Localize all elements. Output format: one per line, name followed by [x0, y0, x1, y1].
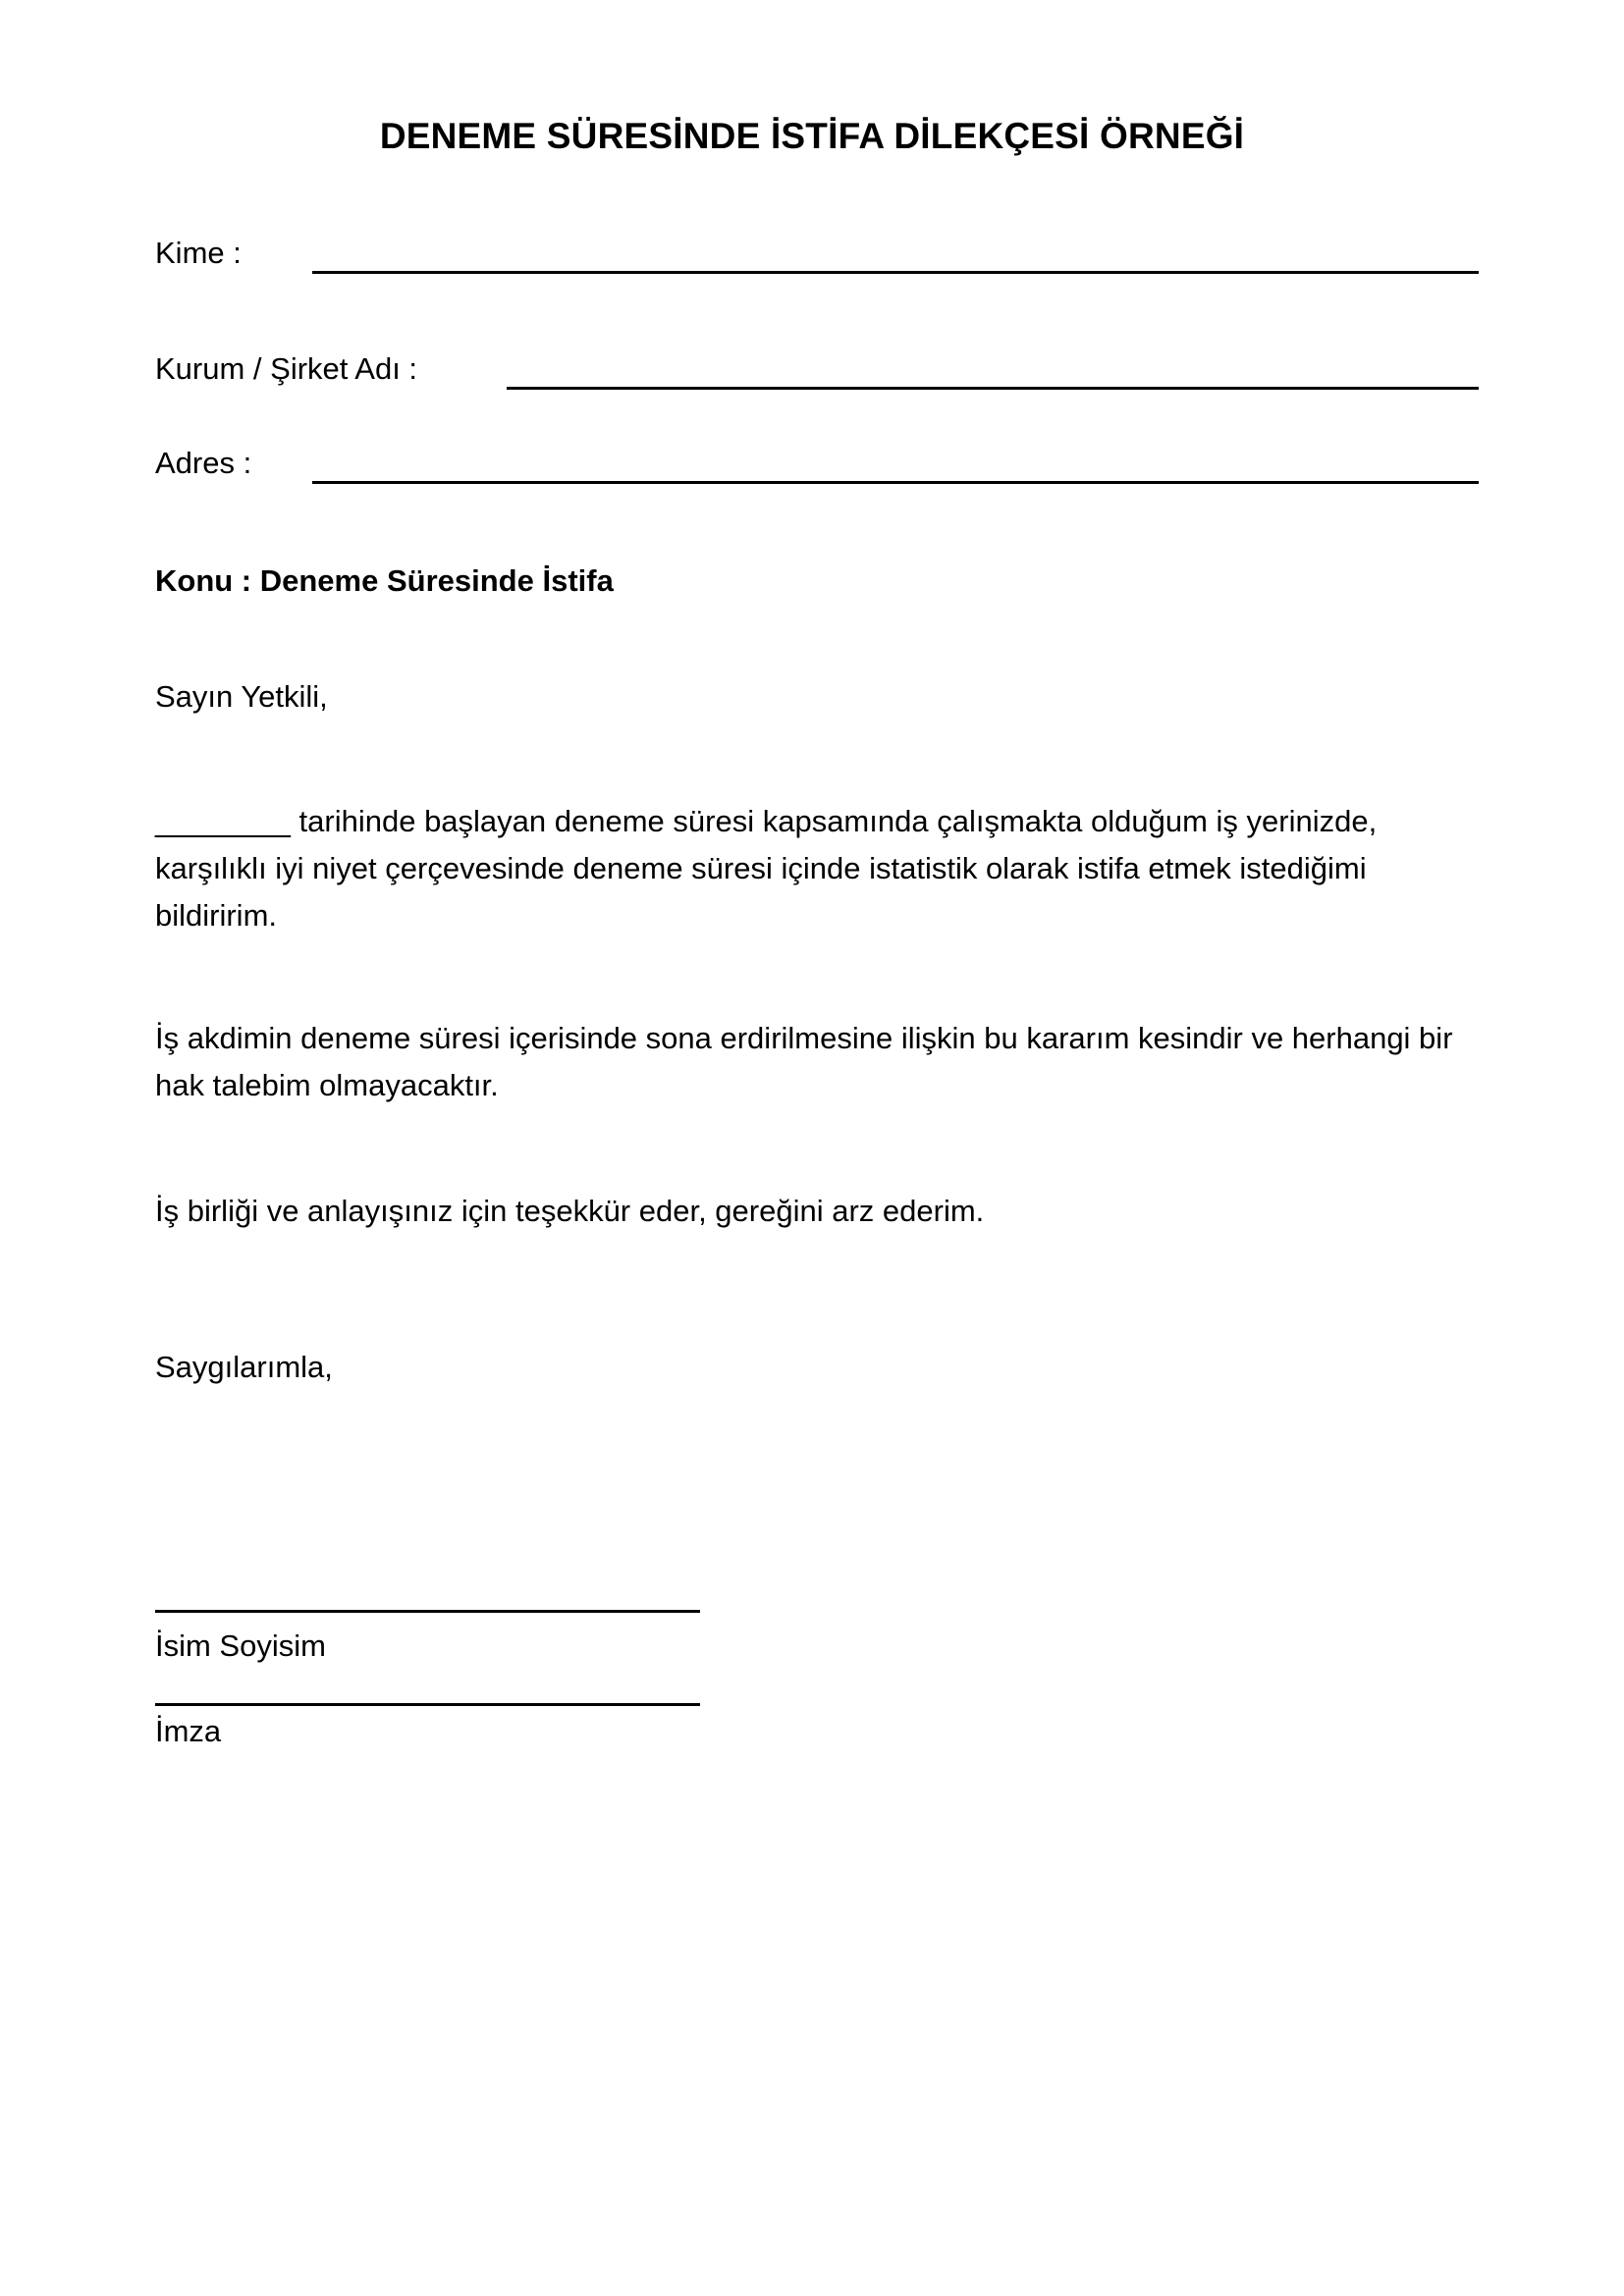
name-label: İsim Soyisim: [155, 1629, 326, 1663]
kime-label: Kime :: [155, 236, 242, 270]
sign-signature-line: [155, 1703, 700, 1706]
document-title: DENEME SÜRESİNDE İSTİFA DİLEKÇESİ ÖRNEĞİ: [379, 116, 1245, 156]
body-paragraph: İş akdimin deneme süresi içerisinde sona erdirilmesine ilişkin bu kararım kesindir ve herhangi bir hak talebim olmayacaktır.: [155, 1021, 1453, 1102]
subject-line: Konu : Deneme Süresinde İstifa: [155, 563, 614, 598]
kurum-label: Kurum / Şirket Adı :: [155, 351, 418, 386]
closing: Saygılarımla,: [155, 1350, 333, 1384]
adres-label: Adres :: [155, 446, 252, 480]
sign-label: İmza: [155, 1714, 222, 1748]
kurum-fill-line: [507, 387, 1479, 390]
name-signature-line: [155, 1610, 700, 1613]
body-paragraph: ________ tarihinde başlayan deneme süresi kapsamında çalışmakta olduğum iş yerinizde, karşılıklı iyi niyet çerçevesinde deneme süresi içinde istatistik olarak istifa etmek istediğimi bildiririm.: [155, 804, 1378, 933]
salutation: Sayın Yetkili,: [155, 679, 328, 714]
adres-fill-line: [312, 481, 1479, 484]
body-paragraph: İş birliği ve anlayışınız için teşekkür eder, gereğini arz ederim.: [155, 1194, 985, 1228]
kime-fill-line: [312, 271, 1479, 274]
